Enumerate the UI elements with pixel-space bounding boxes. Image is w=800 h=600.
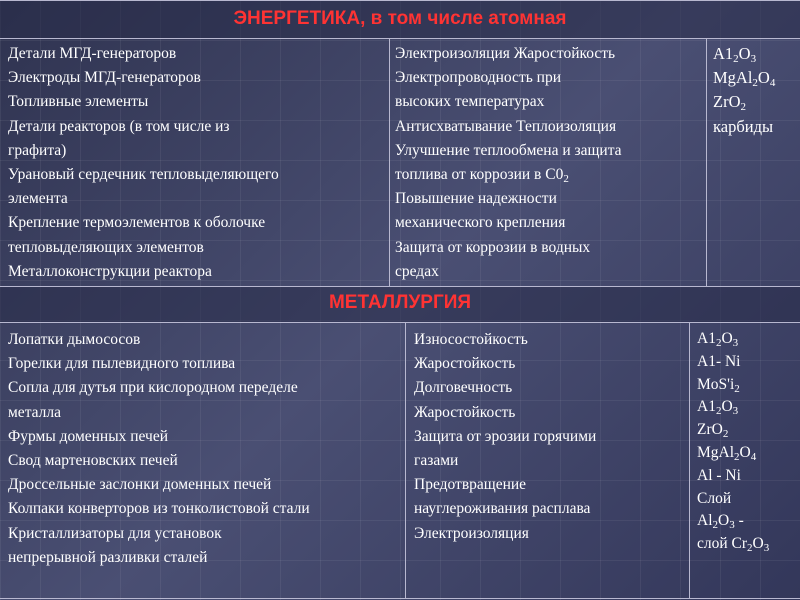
formula-al2o3-dash: $Al_2O_3$ -	[697, 512, 744, 532]
text-line: Дроссельные заслонки доменных печей	[8, 476, 272, 494]
text-line: Металлоконструкции реактора	[8, 262, 212, 280]
text-line: высоких температурах	[395, 93, 545, 111]
text-line: газами	[414, 452, 459, 470]
section-title-metallurgy: МЕТАЛЛУРГИЯ	[328, 292, 472, 313]
table-divider-2	[0, 286, 800, 287]
energy-properties	[395, 42, 703, 284]
col-divider-2b	[689, 322, 690, 598]
text-line: Фурмы доменных печей	[8, 427, 169, 445]
table-divider-3	[0, 322, 800, 323]
text-line: Защита от эрозии горячими	[414, 427, 597, 445]
energy-applications	[8, 42, 386, 284]
text-line: Кристаллизаторы для установок	[8, 524, 222, 542]
text-line: тепловыделяющих элементов	[8, 238, 204, 256]
text-line: Электропроводность при	[395, 69, 561, 87]
text-line: Повышение надежности	[395, 190, 557, 208]
formula-cr2o3-layer: слой $Cr_2O_3$	[697, 535, 770, 555]
text-line: Износостойкость	[414, 331, 528, 348]
text-line	[395, 163, 703, 187]
text-line: Улучшение теплообмена и защита	[395, 141, 622, 159]
col-divider-1b	[706, 38, 707, 286]
text-line: Электроизоляция Жаростойкость	[395, 45, 616, 62]
table-divider-1	[0, 38, 800, 39]
text-line: металла	[8, 403, 62, 421]
formula-al2o3: $А1_2О_3$	[697, 398, 739, 418]
text-line: Жаростойкость	[414, 403, 516, 421]
text-line: Урановый сердечник тепловыделяющего	[8, 166, 279, 184]
text-line: непрерывной разливки сталей	[8, 548, 208, 566]
text-line: элемента	[8, 190, 68, 208]
formula-mosi2: $MoS'i_2$	[697, 375, 740, 395]
metallurgy-properties	[414, 328, 686, 546]
text-line: графита)	[8, 141, 67, 159]
text-line: Предотвращение	[414, 476, 527, 494]
text-line: Топливные элементы	[8, 93, 149, 111]
text-line: Защита от коррозии в водных	[395, 238, 591, 256]
text-carbides: карбиды	[713, 116, 774, 136]
text-line: Крепление термоэлементов к оболочке	[8, 214, 266, 232]
text-line: средах	[395, 262, 439, 280]
text-line: Долговечность	[414, 379, 513, 397]
table-border-bottom	[0, 598, 800, 599]
col-divider-1a	[389, 38, 390, 286]
formula-zro2: ZrO$_2$	[697, 421, 729, 441]
metallurgy-applications	[8, 328, 404, 570]
text-fragment: топлива от коррозии в С0	[395, 166, 564, 184]
text-line: Жаростойкость	[414, 355, 516, 373]
formula-al-ni: Al - Ni	[697, 466, 741, 484]
text-line: Свод мартеновских печей	[8, 452, 178, 470]
subscript: 2	[563, 173, 569, 186]
formula-mgal2o4: $MgAl_2O_4$	[713, 68, 776, 90]
col-divider-2a	[405, 322, 406, 598]
text-line: Электроды МГД-генераторов	[8, 69, 201, 87]
formula-al2o3: $А1_2О_3$	[713, 44, 757, 65]
text-layer: Слой	[697, 489, 732, 507]
metallurgy-materials	[697, 328, 799, 556]
text-line: Сопла для дутья при кислородном переделе	[8, 379, 298, 397]
text-line: Детали реакторов (в том числе из	[8, 117, 230, 135]
text-line: Антисхватывание Теплоизоляция	[395, 117, 617, 135]
text-line: Колпаки конверторов из тонколистовой стали	[8, 500, 310, 518]
formula-al2o3: $А1_2О_3$	[697, 330, 739, 349]
formula-zro2: ZrO$_2$	[713, 92, 746, 114]
text-line: Электроизоляция	[414, 524, 529, 542]
table-border-top	[0, 0, 800, 1]
text-line: науглероживания расплава	[414, 500, 591, 518]
energy-materials	[713, 42, 799, 139]
text-line: Лопатки дымососов	[8, 331, 141, 348]
section-title-energy: ЭНЕРГЕТИКА, в том числе атомная	[233, 8, 567, 29]
text-line: Детали МГД-генераторов	[8, 45, 177, 62]
formula-mgal2o4: $MgAl_2O_4$	[697, 443, 757, 463]
text-line: механического крепления	[395, 214, 566, 232]
formula-al-ni: А1- Ni	[697, 352, 741, 370]
text-line: Горелки для пылевидного топлива	[8, 355, 236, 373]
